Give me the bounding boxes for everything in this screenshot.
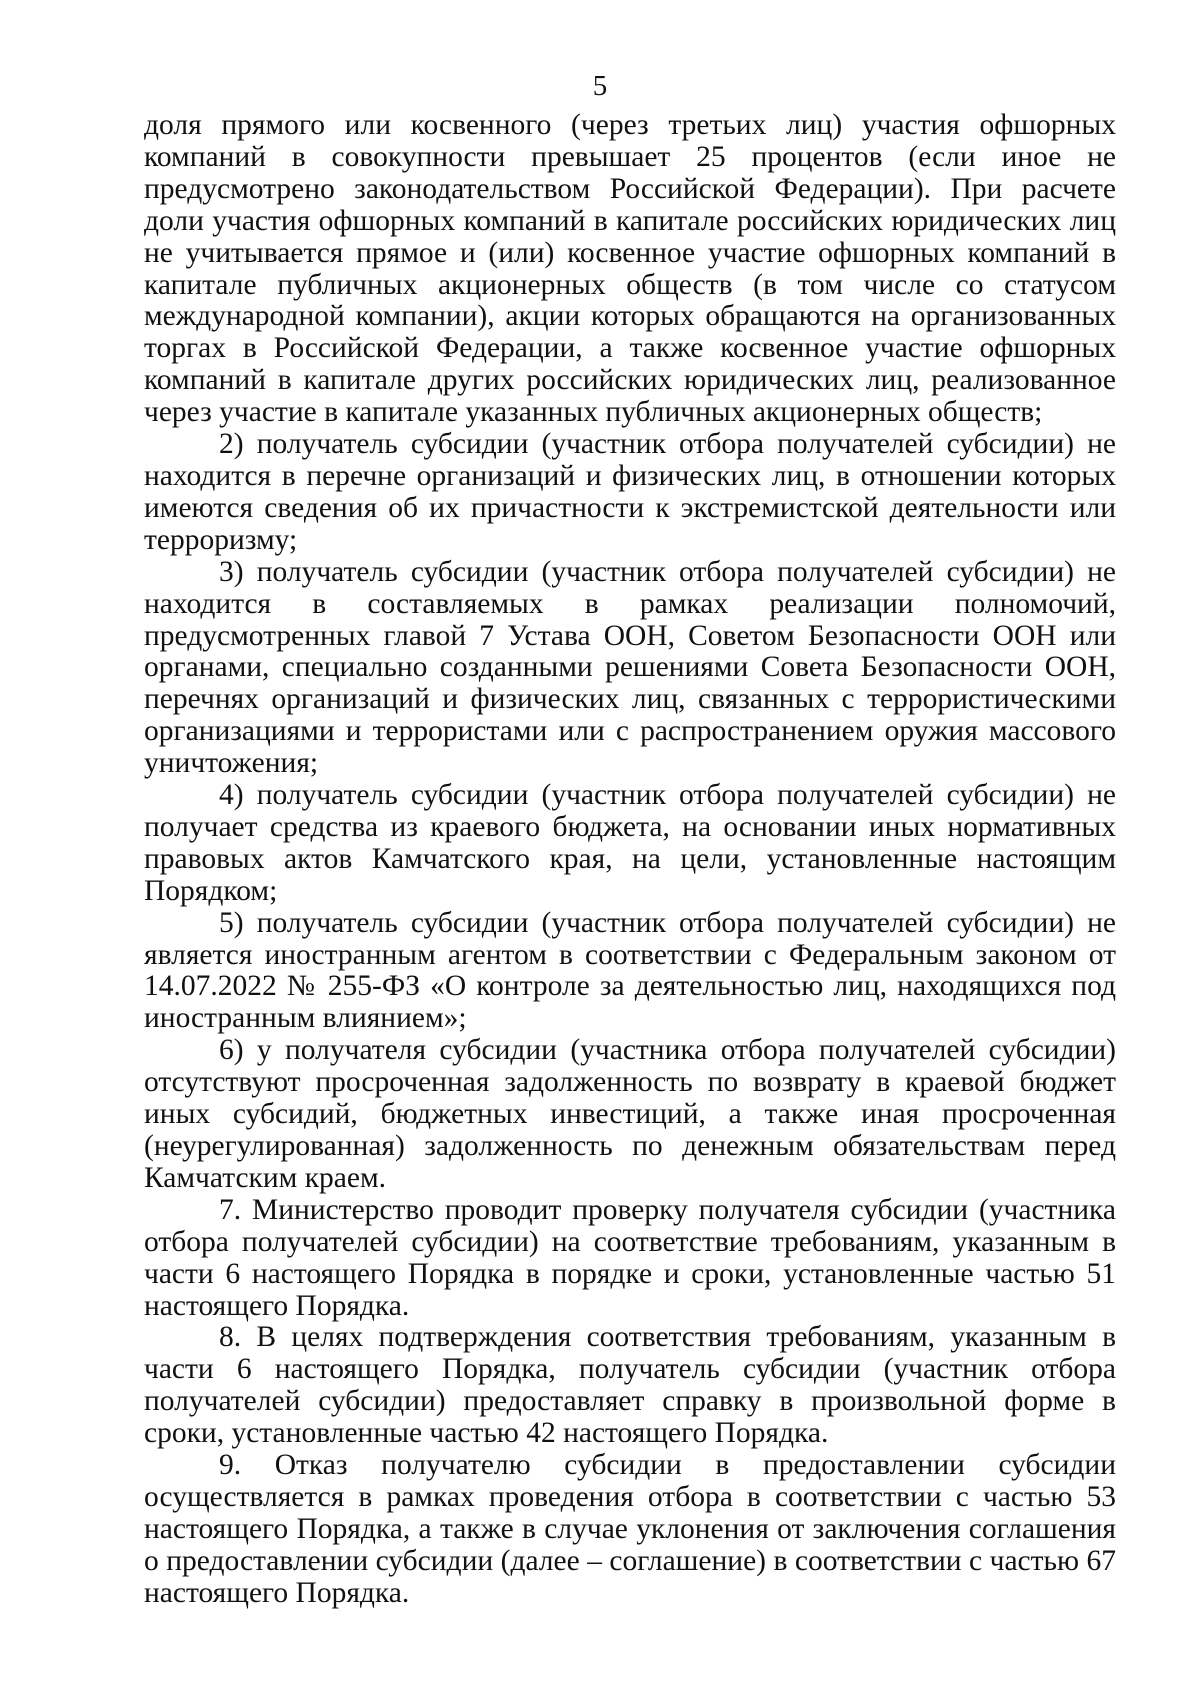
page-number: 5 (592, 70, 608, 102)
paragraph-part-7: 7. Министерство проводит проверку получателя субсидии (участника отбора получателей субсидии) на соответствие требованиям, указанным в части 6 настоящего Порядка в порядке и сроки, установленные частью 51 настоящего Порядка. (144, 1193, 1116, 1322)
paragraph-item-3: 3) получатель субсидии (участник отбора получателей субсидии) не находится в составляемых в рамках реализации полномочий, предусмотренных главой 7 Устава ООН, Советом Безопасности ООН или органами, специально созданными решениями Совета Безопасности ООН, перечнях организаций и физических лиц, связанных с террористическими организациями и террористами или с распространением оружия массового уничтожения; (144, 555, 1116, 780)
paragraph-part-9: 9. Отказ получателю субсидии в предоставлении субсидии осуществляется в рамках проведения отбора в соответствии с частью 53 настоящего Порядка, а также в случае уклонения от заключения соглашения о предоставлении субсидии (далее – соглашение) в соответствии с частью 67 настоящего Порядка. (144, 1449, 1116, 1609)
document-body (144, 110, 1116, 1610)
paragraph-continuation: доля прямого или косвенного (через третьих лиц) участия офшорных компаний в совокупности превышает 25 процентов (если иное не предусмотрено законодательством Российской Федерации). При расчете доли участия офшорных компаний в капитале российских юридических лиц не учитывается прямое и (или) косвенное участие офшорных компаний в капитале публичных акционерных обществ (в том числе со статусом международной компании), акции которых обращаются на организованных торгах в Российской Федерации, а также косвенное участие офшорных компаний в капитале других российских юридических лиц, реализованное через участие в капитале указанных публичных акционерных обществ; (144, 109, 1116, 429)
paragraph-item-4: 4) получатель субсидии (участник отбора получателей субсидии) не получает средства из краевого бюджета, на основании иных нормативных правовых актов Камчатского края, на цели, установленные настоящим Порядком; (144, 779, 1116, 907)
paragraph-item-5: 5) получатель субсидии (участник отбора получателей субсидии) не является иностранным агентом в соответствии с Федеральным законом от 14.07.2022 № 255-ФЗ «О контроле за деятельностью лиц, находящихся под иностранным влиянием»; (144, 906, 1116, 1035)
paragraph-item-6: 6) у получателя субсидии (участника отбора получателей субсидии) отсутствуют просроченная задолженность по возврату в краевой бюджет иных субсидий, бюджетных инвестиций, а также иная просроченная (неурегулированная) задолженность по денежным обязательствам перед Камчатским краем. (144, 1034, 1116, 1194)
paragraph-item-2: 2) получатель субсидии (участник отбора получателей субсидии) не находится в перечне организаций и физических лиц, в отношении которых имеются сведения об их причастности к экстремистской деятельности или терроризму; (144, 428, 1116, 556)
paragraph-part-8: 8. В целях подтверждения соответствия требованиям, указанным в части 6 настоящего Порядка, получатель субсидии (участник отбора получателей субсидии) предоставляет справку в произвольной форме в сроки, установленные частью 42 настоящего Порядка. (144, 1321, 1116, 1450)
